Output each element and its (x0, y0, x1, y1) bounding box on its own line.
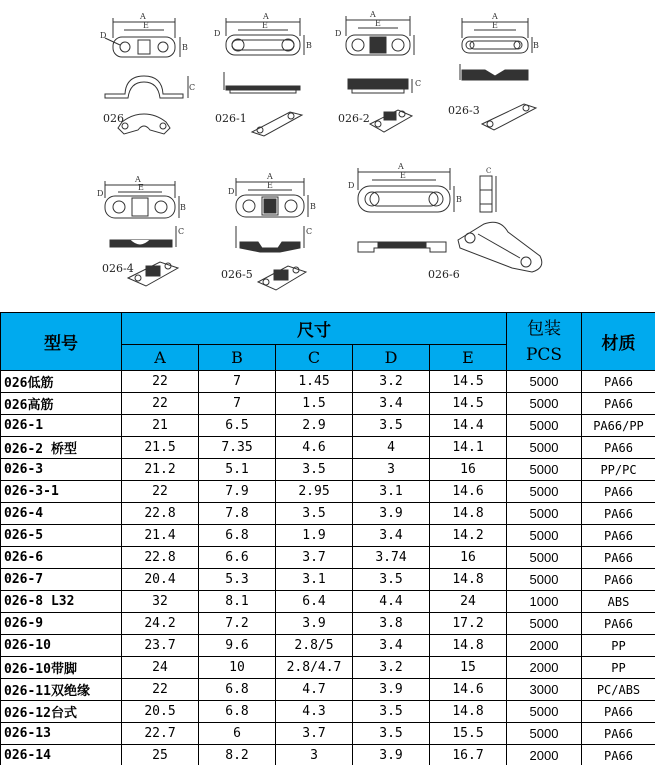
svg-text:B: B (533, 41, 539, 50)
svg-text:E: E (375, 19, 381, 28)
material-cell: PP (582, 635, 655, 657)
dim-e-cell: 14.8 (430, 701, 507, 723)
model-cell: 026低筋 (1, 371, 122, 393)
pcs-cell: 5000 (507, 437, 582, 459)
svg-text:B: B (310, 202, 316, 211)
model-cell: 026-7 (1, 569, 122, 591)
dim-b-cell: 9.6 (199, 635, 276, 657)
pcs-cell: 5000 (507, 459, 582, 481)
pcs-cell: 1000 (507, 591, 582, 613)
model-cell: 026-3-1 (1, 481, 122, 503)
dim-c-cell: 4.7 (276, 679, 353, 701)
drawing-026-6 (358, 168, 542, 272)
model-cell: 026-10带脚 (1, 657, 122, 679)
material-cell: PA66 (582, 613, 655, 635)
model-cell: 026-12台式 (1, 701, 122, 723)
dim-a-cell: 21.4 (122, 525, 199, 547)
col-a-header: A (122, 345, 199, 371)
svg-text:B: B (456, 195, 462, 204)
svg-text:B: B (180, 203, 186, 212)
material-cell: PA66 (582, 569, 655, 591)
dim-a-cell: 22.7 (122, 723, 199, 745)
material-cell: PA66 (582, 525, 655, 547)
material-cell: PA66 (582, 393, 655, 415)
material-cell: PA66 (582, 371, 655, 393)
dim-c-cell: 1.9 (276, 525, 353, 547)
table-body (1, 371, 655, 765)
svg-text:A: A (492, 12, 498, 21)
dim-c-cell: 3 (276, 745, 353, 765)
model-cell: 026-8 L32 (1, 591, 122, 613)
model-cell: 026-6 (1, 547, 122, 569)
dim-b-cell: 7.9 (199, 481, 276, 503)
dim-e-cell: 14.8 (430, 635, 507, 657)
model-cell: 026-14 (1, 745, 122, 765)
table-row (1, 569, 655, 591)
dim-d-cell: 3.9 (353, 679, 430, 701)
dim-d-cell: 3.2 (353, 657, 430, 679)
dim-d-cell: 3.5 (353, 415, 430, 437)
dim-a-cell: 25 (122, 745, 199, 765)
dim-c-cell: 2.8/5 (276, 635, 353, 657)
model-cell: 026-2 桥型 (1, 437, 122, 459)
pcs-cell: 5000 (507, 547, 582, 569)
dim-d-cell: 3.8 (353, 613, 430, 635)
svg-text:C: C (178, 227, 185, 236)
svg-text:E: E (492, 21, 498, 30)
pcs-cell: 5000 (507, 481, 582, 503)
dim-b-cell: 6 (199, 723, 276, 745)
dim-b-cell: 5.3 (199, 569, 276, 591)
dim-b-cell: 5.1 (199, 459, 276, 481)
dim-c-cell: 2.95 (276, 481, 353, 503)
dim-e-cell: 17.2 (430, 613, 507, 635)
svg-text:A: A (398, 162, 404, 171)
table-header (1, 313, 655, 371)
dim-b-cell: 6.8 (199, 701, 276, 723)
dim-a-cell: 22 (122, 371, 199, 393)
model-cell: 026-3 (1, 459, 122, 481)
material-cell: PA66 (582, 481, 655, 503)
figure-label: 026-6 (428, 268, 460, 281)
pcs-cell: 5000 (507, 701, 582, 723)
dim-d-cell: 3.1 (353, 481, 430, 503)
dim-b-cell: 7.35 (199, 437, 276, 459)
dim-e-cell: 14.6 (430, 481, 507, 503)
dim-d-cell: 3.5 (353, 723, 430, 745)
dim-d-cell: 3.74 (353, 547, 430, 569)
model-cell: 026-13 (1, 723, 122, 745)
material-header: 材质 (582, 313, 655, 371)
dim-b-cell: 8.1 (199, 591, 276, 613)
package-header (507, 313, 582, 371)
dim-a-cell: 23.7 (122, 635, 199, 657)
dim-e-cell: 14.4 (430, 415, 507, 437)
svg-text:D: D (348, 181, 355, 190)
dim-b-cell: 7.8 (199, 503, 276, 525)
dim-a-cell: 22.8 (122, 503, 199, 525)
svg-text:A: A (267, 172, 273, 181)
figure-label: 026-4 (102, 262, 134, 275)
pcs-cell: 5000 (507, 371, 582, 393)
dim-c-cell: 3.7 (276, 723, 353, 745)
package-header-top: 包装 (527, 318, 561, 339)
model-cell: 026-1 (1, 415, 122, 437)
dim-e-cell: 24 (430, 591, 507, 613)
table-row (1, 745, 655, 765)
dim-c-cell: 3.5 (276, 459, 353, 481)
dim-d-cell: 3.4 (353, 635, 430, 657)
dim-c-cell: 2.9 (276, 415, 353, 437)
svg-text:C: C (189, 83, 196, 92)
pcs-cell: 5000 (507, 415, 582, 437)
dim-a-cell: 20.5 (122, 701, 199, 723)
table-row (1, 503, 655, 525)
dim-e-cell: 16.7 (430, 745, 507, 765)
table-row (1, 547, 655, 569)
svg-text:E: E (138, 183, 144, 192)
pcs-cell: 5000 (507, 569, 582, 591)
table-row (1, 635, 655, 657)
dim-e-cell: 14.8 (430, 569, 507, 591)
pcs-cell: 5000 (507, 723, 582, 745)
model-cell: 026-10 (1, 635, 122, 657)
svg-text:C: C (306, 227, 313, 236)
dim-c-cell: 6.4 (276, 591, 353, 613)
table-row (1, 393, 655, 415)
material-cell: PA66 (582, 503, 655, 525)
dim-e-cell: 16 (430, 459, 507, 481)
material-cell: PA66 (582, 723, 655, 745)
dim-a-cell: 24 (122, 657, 199, 679)
col-b-header: B (199, 345, 276, 371)
svg-text:A: A (370, 10, 376, 19)
dim-b-cell: 6.8 (199, 679, 276, 701)
dim-e-cell: 14.5 (430, 393, 507, 415)
col-c-header: C (276, 345, 353, 371)
dim-a-cell: 20.4 (122, 569, 199, 591)
drawings-svg (0, 0, 655, 312)
dim-d-cell: 3.4 (353, 525, 430, 547)
model-cell: 026高筋 (1, 393, 122, 415)
material-cell: PP (582, 657, 655, 679)
dim-a-cell: 22 (122, 481, 199, 503)
dim-c-cell: 3.9 (276, 613, 353, 635)
material-cell: PC/ABS (582, 679, 655, 701)
figure-label: 026-2 (338, 112, 370, 125)
material-cell: PA66 (582, 745, 655, 765)
dim-d-cell: 3.5 (353, 701, 430, 723)
figure-label: 026-3 (448, 104, 480, 117)
dim-e-cell: 14.6 (430, 679, 507, 701)
svg-text:B: B (306, 41, 312, 50)
svg-text:E: E (262, 21, 268, 30)
table-row (1, 371, 655, 393)
dim-d-cell: 3.2 (353, 371, 430, 393)
material-cell: PA66/PP (582, 415, 655, 437)
technical-drawings (0, 0, 655, 312)
figure-label: 026-1 (215, 112, 247, 125)
table-row (1, 679, 655, 701)
size-header: 尺寸 (122, 313, 507, 345)
material-cell: PA66 (582, 547, 655, 569)
dim-a-cell: 22 (122, 393, 199, 415)
dim-d-cell: 4.4 (353, 591, 430, 613)
dim-b-cell: 7 (199, 393, 276, 415)
package-header-bottom: PCS (525, 344, 563, 365)
svg-text:D: D (228, 187, 235, 196)
table-row (1, 657, 655, 679)
material-cell: ABS (582, 591, 655, 613)
material-cell: PA66 (582, 701, 655, 723)
svg-text:D: D (100, 31, 107, 40)
table-row (1, 701, 655, 723)
dim-b-cell: 7 (199, 371, 276, 393)
table-row (1, 723, 655, 745)
col-e-header: E (430, 345, 507, 371)
dim-c-cell: 4.3 (276, 701, 353, 723)
svg-text:A: A (135, 175, 141, 184)
dim-a-cell: 22 (122, 679, 199, 701)
dim-a-cell: 22.8 (122, 547, 199, 569)
model-cell: 026-11双绝缘 (1, 679, 122, 701)
dim-c-cell: 3.1 (276, 569, 353, 591)
dim-a-cell: 21 (122, 415, 199, 437)
model-cell: 026-9 (1, 613, 122, 635)
table-row (1, 437, 655, 459)
material-cell: PA66 (582, 437, 655, 459)
model-header: 型号 (1, 313, 122, 371)
svg-text:E: E (143, 21, 149, 30)
dim-c-cell: 2.8/4.7 (276, 657, 353, 679)
pcs-cell: 2000 (507, 635, 582, 657)
dim-a-cell: 21.2 (122, 459, 199, 481)
dim-e-cell: 14.8 (430, 503, 507, 525)
dim-b-cell: 8.2 (199, 745, 276, 765)
dim-e-cell: 16 (430, 547, 507, 569)
pcs-cell: 5000 (507, 525, 582, 547)
dim-c-cell: 1.5 (276, 393, 353, 415)
table-row (1, 525, 655, 547)
dim-d-cell: 3 (353, 459, 430, 481)
dim-d-cell: 3.5 (353, 569, 430, 591)
svg-text:E: E (267, 181, 273, 190)
table-row (1, 481, 655, 503)
svg-text:A: A (263, 12, 269, 21)
pcs-cell: 3000 (507, 679, 582, 701)
svg-text:E: E (400, 171, 406, 180)
model-cell: 026-4 (1, 503, 122, 525)
dim-e-cell: 14.1 (430, 437, 507, 459)
svg-text:C: C (486, 167, 492, 175)
table-row (1, 591, 655, 613)
table-row (1, 459, 655, 481)
dim-c-cell: 3.7 (276, 547, 353, 569)
dim-c-cell: 3.5 (276, 503, 353, 525)
svg-text:D: D (214, 29, 221, 38)
dim-c-cell: 4.6 (276, 437, 353, 459)
figure-label: 026 (103, 112, 124, 125)
dim-d-cell: 3.9 (353, 745, 430, 765)
table-row (1, 415, 655, 437)
dim-a-cell: 24.2 (122, 613, 199, 635)
table-row (1, 613, 655, 635)
svg-text:B: B (182, 43, 188, 52)
dim-d-cell: 3.4 (353, 393, 430, 415)
spec-table (0, 312, 655, 765)
dim-e-cell: 15.5 (430, 723, 507, 745)
dim-a-cell: 21.5 (122, 437, 199, 459)
dim-e-cell: 15 (430, 657, 507, 679)
figure-label: 026-5 (221, 268, 253, 281)
pcs-cell: 5000 (507, 503, 582, 525)
pcs-cell: 2000 (507, 657, 582, 679)
dim-d-cell: 4 (353, 437, 430, 459)
svg-text:D: D (335, 29, 342, 38)
svg-text:C: C (415, 79, 422, 88)
dim-e-cell: 14.2 (430, 525, 507, 547)
svg-text:A: A (140, 12, 146, 21)
pcs-cell: 5000 (507, 393, 582, 415)
pcs-cell: 2000 (507, 745, 582, 765)
dim-b-cell: 6.6 (199, 547, 276, 569)
dim-c-cell: 1.45 (276, 371, 353, 393)
dim-b-cell: 10 (199, 657, 276, 679)
dim-b-cell: 7.2 (199, 613, 276, 635)
dim-b-cell: 6.8 (199, 525, 276, 547)
svg-text:D: D (97, 189, 104, 198)
pcs-cell: 5000 (507, 613, 582, 635)
dim-b-cell: 6.5 (199, 415, 276, 437)
material-cell: PP/PC (582, 459, 655, 481)
col-d-header: D (353, 345, 430, 371)
model-cell: 026-5 (1, 525, 122, 547)
dim-d-cell: 3.9 (353, 503, 430, 525)
dim-a-cell: 32 (122, 591, 199, 613)
dim-e-cell: 14.5 (430, 371, 507, 393)
